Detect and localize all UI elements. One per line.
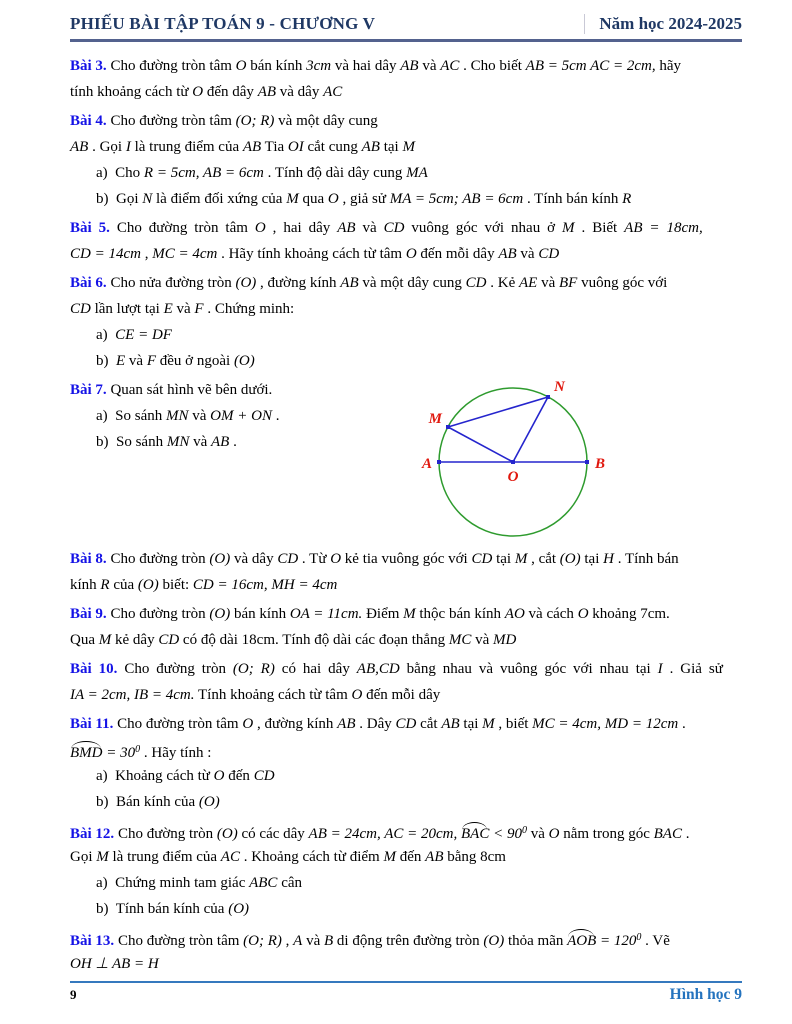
math-run: (O) (559, 551, 581, 567)
text-run: . Cho biết (459, 58, 526, 74)
math-run: M (96, 849, 109, 865)
math-run: A (293, 933, 303, 949)
math-run: MN (166, 408, 189, 424)
page-number: 9 (70, 987, 77, 1002)
problem-label: Bài 6. (70, 275, 107, 291)
math-run: AB = 18cm, (624, 220, 703, 236)
math-run: O (548, 826, 560, 842)
text-run: . Tính bán (613, 551, 679, 567)
text-run: Cho đường tròn (106, 606, 210, 622)
text-run: . Hãy tính : (140, 745, 212, 761)
math-run: (O) (216, 826, 238, 842)
math-run: AC (323, 84, 343, 100)
math-run: MD (493, 632, 517, 648)
math-run: F (194, 301, 204, 317)
text-run: b) Bán kính của (96, 794, 199, 810)
problem-line (70, 296, 742, 322)
problem-label: Bài 3. (70, 58, 107, 74)
text-run: b) Tính bán kính của (96, 901, 229, 917)
math-run: I (657, 661, 663, 677)
problem-line (70, 682, 742, 708)
problem-line (70, 108, 742, 134)
text-run: di động trên đường tròn (333, 933, 484, 949)
text-run: bán kính (246, 58, 307, 74)
math-run: N (142, 191, 153, 207)
problem-line (70, 348, 742, 374)
math-run: E (163, 301, 173, 317)
text-run: a) Khoảng cách từ (96, 768, 214, 784)
text-run: . Gọi (88, 139, 126, 155)
math-run: CD (538, 246, 560, 262)
math-sup: 0 (636, 932, 642, 943)
math-run: CE = DF (115, 327, 172, 343)
text-run: có các dây (237, 826, 309, 842)
problem-label: Bài 11. (70, 716, 114, 732)
math-run: O (213, 768, 225, 784)
problem-line (70, 656, 742, 682)
circle-figure (406, 377, 626, 545)
math-run: AB (211, 434, 230, 450)
math-run: M (514, 551, 528, 567)
problem-line (70, 79, 742, 105)
text-run: . Dây (355, 716, 396, 732)
problem-line (70, 215, 742, 241)
math-run: R (100, 577, 110, 593)
text-run: . Biết (574, 220, 625, 236)
text-run: và (526, 826, 549, 842)
math-run: AE (519, 275, 538, 291)
math-sup: 0 (521, 825, 527, 836)
problem-line (70, 186, 742, 212)
text-run: vuông góc với nhau ở (404, 220, 563, 236)
text-run: cân (277, 875, 303, 891)
text-run: bán kính (230, 606, 290, 622)
text-run: đến dây (203, 84, 258, 100)
text-run: b) Gọi (96, 191, 143, 207)
text-run: , (140, 246, 153, 262)
text-run: kẻ tia vuông góc với (341, 551, 472, 567)
figure-label-O: O (507, 469, 519, 485)
text-run: . Tính bán kính (523, 191, 623, 207)
math-run: AO (504, 606, 525, 622)
math-run: = 30 (102, 745, 136, 761)
text-run: b) (96, 353, 116, 369)
math-run: CD (383, 220, 405, 236)
text-run: qua (298, 191, 328, 207)
text-run: , đường kính (256, 275, 341, 291)
problem-line (70, 601, 742, 627)
figure-point-A (437, 460, 441, 464)
math-run: < 90 (489, 826, 522, 842)
math-run: OA = 11cm. (289, 606, 363, 622)
text-run: Cho đường tròn (106, 551, 210, 567)
text-run: của (109, 577, 138, 593)
book-label: Hình học 9 (669, 986, 742, 1003)
math-run: AB (257, 84, 277, 100)
math-run: AB (425, 849, 444, 865)
problem-line (70, 763, 742, 789)
text-run: có hai dây (274, 661, 357, 677)
text-run: hãy (655, 58, 682, 74)
math-run: CD = 16cm, MH = 4cm (192, 577, 338, 593)
text-run: bằng nhau và vuông góc với nhau tại (399, 661, 658, 677)
math-run: M (482, 716, 495, 732)
problem-line (70, 737, 742, 763)
text-run: bằng 8cm (443, 849, 506, 865)
text-run: và dây (230, 551, 278, 567)
math-run: (O) (209, 551, 231, 567)
text-run: và một dây cung (358, 275, 466, 291)
text-run: tính khoảng cách từ (70, 84, 193, 100)
text-run: a) Chứng minh tam giác (96, 875, 250, 891)
text-run: và hai dây (331, 58, 401, 74)
text-run: Cho đường tròn tâm (109, 220, 255, 236)
math-run: (O) (235, 275, 257, 291)
math-run: (O) (228, 901, 250, 917)
problem-line (70, 896, 742, 922)
problem-label: Bài 5. (70, 220, 110, 236)
text-run: Cho đường tròn (114, 826, 217, 842)
text-run: tại (580, 551, 604, 567)
text-run: . (229, 434, 237, 450)
math-run: AB (242, 139, 262, 155)
text-run: . Chứng minh: (203, 301, 295, 317)
text-run: và một dây cung (274, 113, 378, 129)
problem-line (70, 270, 742, 296)
math-run: CD (70, 301, 91, 317)
problem-line (70, 789, 742, 815)
problem-line (70, 160, 742, 186)
problem-label: Bài 13. (70, 933, 115, 949)
text-run: kẻ dây (111, 632, 159, 648)
text-run: Cho đường tròn tâm (114, 933, 244, 949)
problem-13 (70, 925, 742, 977)
math-run: M (98, 632, 112, 648)
problem-11 (70, 711, 742, 815)
text-run: . Khoảng cách từ điểm (239, 849, 384, 865)
math-run: (O) (483, 933, 505, 949)
text-run: Cho đường tròn tâm (113, 716, 243, 732)
problem-label: Bài 10. (70, 661, 118, 677)
math-run: MC = 4cm (152, 246, 218, 262)
math-run: AB = 5cm AC = 2cm, (525, 58, 656, 74)
text-run: . Tính độ dài dây cung (263, 165, 407, 181)
text-run: Điểm (362, 606, 404, 622)
text-run: . (678, 716, 686, 732)
text-run: và (125, 353, 147, 369)
math-run: O (242, 716, 254, 732)
text-run: . Giả sử (662, 661, 723, 677)
text-run: Qua (70, 632, 99, 648)
math-run: R = 5cm, AB = 6cm (143, 165, 264, 181)
math-run: MA = 5cm; AB = 6cm (389, 191, 524, 207)
text-run: nằm trong góc (559, 826, 654, 842)
problem-8 (70, 546, 742, 598)
text-run: Gọi (70, 849, 97, 865)
math-run: O (351, 687, 363, 703)
problem-line (70, 241, 742, 267)
problem-label: Bài 4. (70, 113, 107, 129)
figure-label-N: N (554, 379, 565, 395)
problem-3 (70, 53, 742, 105)
math-run: O (577, 606, 589, 622)
text-run: kính (70, 577, 101, 593)
math-run: AB = 24cm, AC = 20cm, (308, 826, 461, 842)
text-run: . (681, 826, 690, 842)
math-run: R (622, 191, 632, 207)
text-run: đến (224, 768, 254, 784)
text-run: Cho đường tròn (117, 661, 233, 677)
problem-5 (70, 215, 742, 267)
math-run: M (383, 849, 396, 865)
text-run: a) So sánh (96, 408, 166, 424)
math-run: O (327, 191, 339, 207)
problem-line (70, 870, 742, 896)
text-run: Tính khoảng cách từ tâm (194, 687, 352, 703)
math-run: IA = 2cm, IB = 4cm. (70, 687, 195, 703)
page-footer (70, 981, 742, 1004)
text-run: khoảng 7cm. (588, 606, 670, 622)
math-run: (O; R) (243, 933, 282, 949)
text-run: là trung điểm của (130, 139, 243, 155)
text-run: và cách (524, 606, 578, 622)
text-run: b) So sánh (96, 434, 167, 450)
problem-line (70, 925, 742, 951)
math-run: ABC (249, 875, 278, 891)
math-run: BAC (653, 826, 682, 842)
text-run: . Kẻ (486, 275, 520, 291)
text-run: . (271, 408, 280, 424)
text-run: biết: (158, 577, 193, 593)
problem-line (70, 951, 742, 977)
math-run: CD (395, 716, 417, 732)
math-run: O (235, 58, 247, 74)
text-run: , đường kính (253, 716, 338, 732)
math-run: M (562, 220, 575, 236)
text-run: tại (492, 551, 515, 567)
math-run: (O; R) (235, 113, 275, 129)
text-run: , cắt (527, 551, 560, 567)
figure-segment-MN (448, 397, 548, 427)
math-run: OH ⊥ AB = H (70, 956, 159, 972)
text-run: tại (459, 716, 483, 732)
math-run: AB,CD (356, 661, 400, 677)
text-run: tại (379, 139, 403, 155)
text-run: thỏa mãn (504, 933, 568, 949)
figure-label-A: A (421, 456, 432, 472)
math-run: O (254, 220, 266, 236)
problem-line (70, 711, 742, 737)
problems (70, 53, 742, 980)
text-run: , giả sử (338, 191, 390, 207)
math-arc: BMD (70, 745, 103, 761)
problem-7 (70, 377, 742, 543)
text-run: Cho đường tròn tâm (106, 58, 236, 74)
text-run: và (355, 220, 384, 236)
math-arc: BAC (461, 826, 490, 842)
figure-point-N (546, 395, 550, 399)
math-run: AB (400, 58, 419, 74)
text-run: là trung điểm của (108, 849, 221, 865)
math-run: CD (277, 551, 299, 567)
problem-line (70, 134, 742, 160)
text-run: và (516, 246, 539, 262)
page-header (70, 14, 742, 42)
text-run: a) Cho (96, 165, 144, 181)
math-run: M (402, 139, 415, 155)
math-run: O (192, 84, 204, 100)
math-run: CD = 14cm (70, 246, 141, 262)
math-run: MN (166, 434, 190, 450)
math-run: H (603, 551, 614, 567)
text-run: có độ dài 18cm. Tính độ dài các đoạn thẳng (179, 632, 449, 648)
text-run: đều ở ngoài (156, 353, 234, 369)
text-run: Cho nửa đường tròn (106, 275, 236, 291)
math-run: OI (287, 139, 304, 155)
math-sup: 0 (135, 744, 141, 755)
math-run: 3cm (306, 58, 332, 74)
math-run: (O; R) (232, 661, 275, 677)
circle-figure-svg (406, 377, 626, 545)
text-run: và (172, 301, 195, 317)
figure-point-M (446, 425, 450, 429)
math-run: MC (448, 632, 472, 648)
math-run: (O) (137, 577, 159, 593)
text-run: cắt cung (303, 139, 362, 155)
text-run: , biết (494, 716, 533, 732)
figure-point-B (585, 460, 589, 464)
figure-segment-MO (448, 427, 513, 462)
math-run: E (116, 353, 126, 369)
math-run: M (286, 191, 299, 207)
text-run: là điểm đối xứng của (152, 191, 287, 207)
math-run: AC (440, 58, 460, 74)
text-run: và (537, 275, 560, 291)
math-run: CD (465, 275, 487, 291)
math-run: OM + ON (210, 408, 272, 424)
problem-6 (70, 270, 742, 374)
text-run: và (189, 434, 212, 450)
math-run: (O) (209, 606, 231, 622)
text-run: Tia (261, 139, 288, 155)
text-run: . Vẽ (641, 933, 670, 949)
problem-line (70, 546, 742, 572)
math-run: AB (441, 716, 460, 732)
text-run: , hai dây (265, 220, 338, 236)
math-run: CD (471, 551, 493, 567)
text-run: , (281, 933, 294, 949)
text-run: đến (395, 849, 426, 865)
worksheet-title: PHIẾU BÀI TẬP TOÁN 9 - CHƯƠNG V (70, 14, 376, 33)
math-run: AB (498, 246, 517, 262)
math-run: AB (70, 139, 89, 155)
problem-line (70, 818, 742, 844)
math-run: O (330, 551, 342, 567)
math-run: CD (158, 632, 180, 648)
problem-label: Bài 8. (70, 551, 107, 567)
text-run: và dây (276, 84, 324, 100)
problem-line (70, 572, 742, 598)
figure-point-O (511, 460, 515, 464)
text-run: . Từ (298, 551, 331, 567)
math-run: = 120 (596, 933, 637, 949)
math-run: B (324, 933, 334, 949)
text-run: Quan sát hình vẽ bên dưới. (106, 382, 273, 398)
text-run: và (471, 632, 493, 648)
math-run: AB (361, 139, 380, 155)
text-run: cắt (416, 716, 442, 732)
math-arc: AOB (567, 933, 597, 949)
text-run: . Hãy tính khoảng cách từ tâm (217, 246, 406, 262)
problem-label: Bài 12. (70, 826, 115, 842)
problem-line (70, 53, 742, 79)
header-divider (584, 14, 585, 34)
school-year: Năm học 2024-2025 (599, 14, 742, 33)
figure-label-B: B (595, 456, 606, 472)
text-run: và (188, 408, 211, 424)
text-run: và (302, 933, 324, 949)
math-run: AB (340, 275, 359, 291)
text-run: a) (96, 327, 116, 343)
math-run: CD (253, 768, 275, 784)
problem-10 (70, 656, 742, 708)
text-run: đến mỗi dây (362, 687, 441, 703)
math-run: AC (220, 849, 240, 865)
math-run: BF (559, 275, 578, 291)
math-run: AB (337, 716, 356, 732)
figure-label-M: M (428, 411, 442, 427)
problem-4 (70, 108, 742, 212)
text-run: thộc bán kính (415, 606, 505, 622)
text-run: lần lượt tại (90, 301, 164, 317)
problem-label: Bài 9. (70, 606, 107, 622)
math-run: (O) (233, 353, 255, 369)
problem-line (70, 627, 742, 653)
problem-12 (70, 818, 742, 922)
math-run: M (403, 606, 416, 622)
math-run: (O) (198, 794, 220, 810)
text-run: Cho đường tròn tâm (106, 113, 236, 129)
problem-line (70, 322, 742, 348)
text-run: đến mỗi dây (416, 246, 499, 262)
math-run: AB (337, 220, 356, 236)
math-run: MC = 4cm, MD = 12cm (532, 716, 679, 732)
math-run: I (125, 139, 131, 155)
problem-line (70, 844, 742, 870)
math-run: O (405, 246, 417, 262)
text-run: vuông góc với (577, 275, 668, 291)
problem-9 (70, 601, 742, 653)
text-run: và (418, 58, 441, 74)
problem-label: Bài 7. (70, 382, 107, 398)
math-run: MA (406, 165, 428, 181)
math-run: F (146, 353, 157, 369)
